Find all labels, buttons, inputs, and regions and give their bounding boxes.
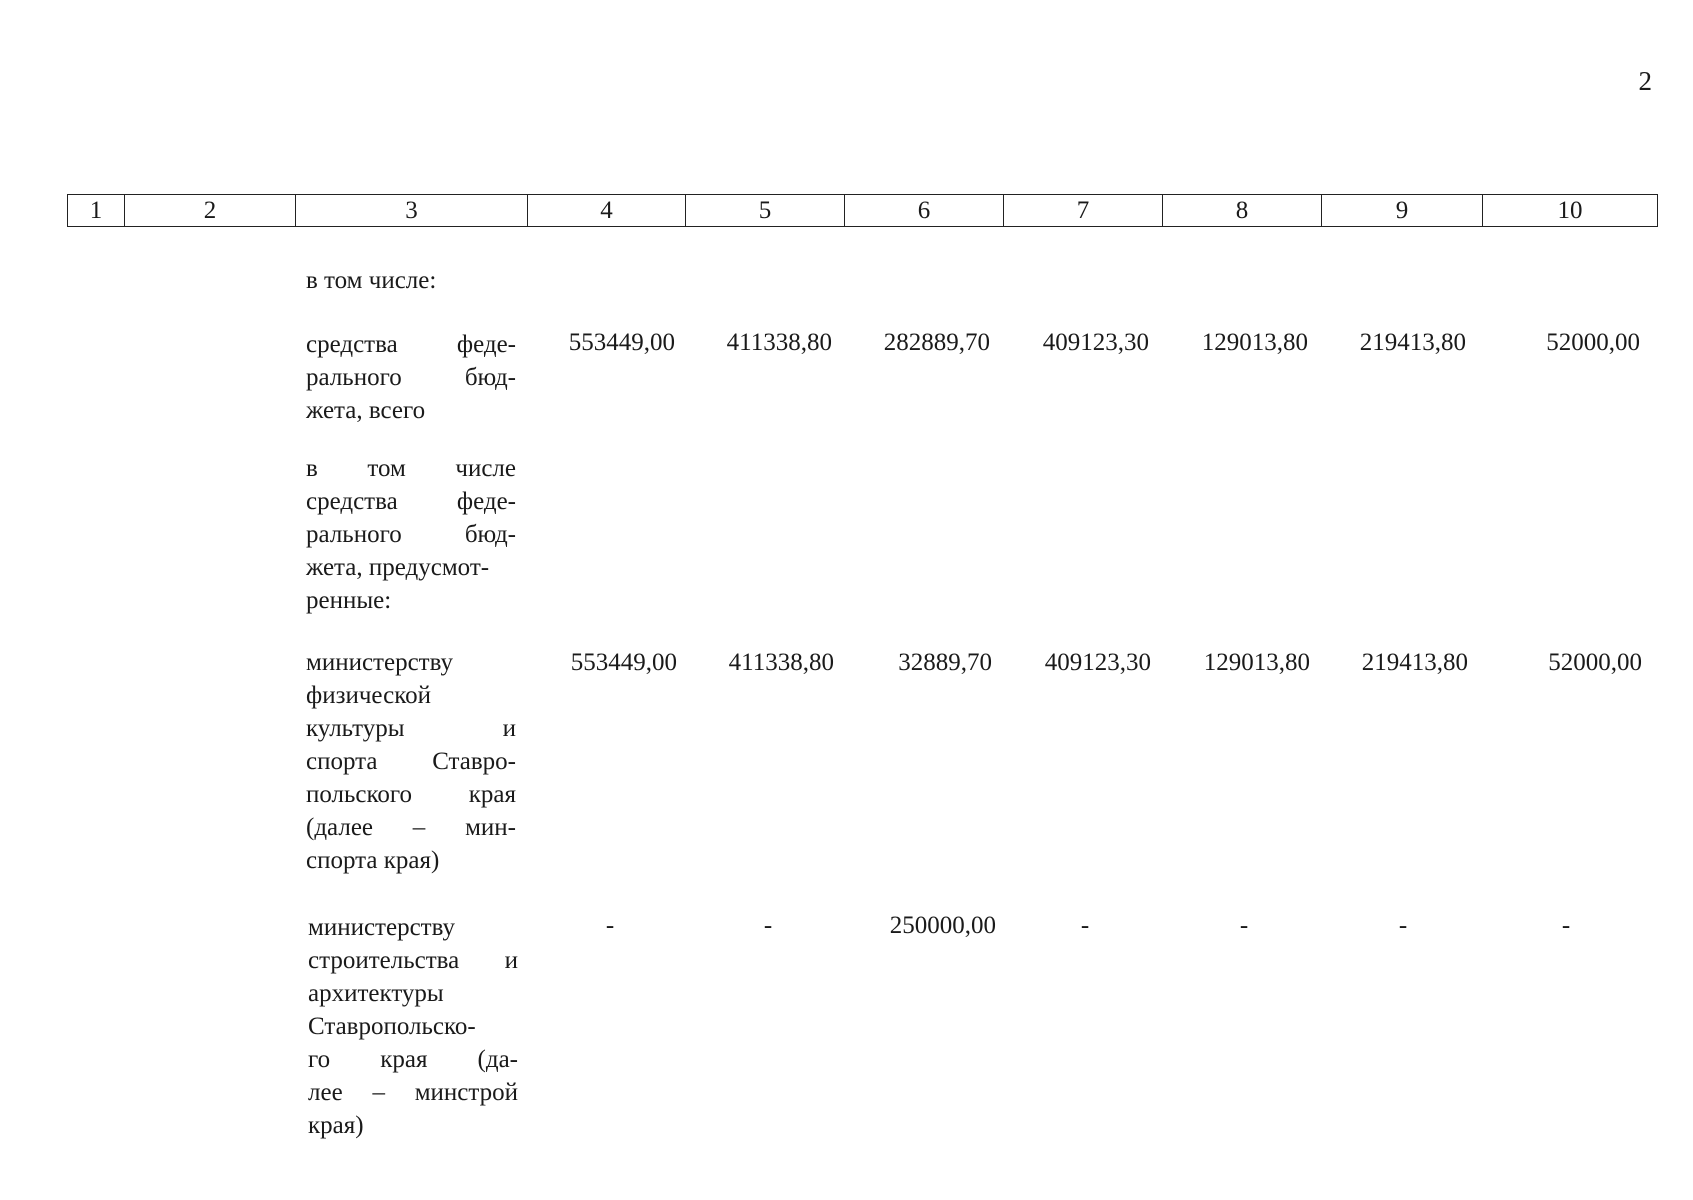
value-cell: 219413,80 [1361, 649, 1468, 676]
label-line: рального бюд- [306, 364, 516, 391]
label-line: архитектуры [308, 980, 444, 1007]
value-cell: 52000,00 [1548, 649, 1642, 676]
value-cell-dash: - [1398, 912, 1408, 939]
value-cell: 411338,80 [728, 649, 834, 676]
column-number-header-table [67, 194, 1658, 227]
header-col-3: 3 [296, 195, 528, 227]
label-line: (далее – мин- [306, 814, 516, 841]
header-col-8: 8 [1163, 195, 1322, 227]
header-col-10: 10 [1483, 195, 1658, 227]
value-cell: 409123,30 [1042, 329, 1149, 356]
value-cell: 250000,00 [889, 912, 996, 939]
value-cell: 129013,80 [1201, 329, 1308, 356]
header-col-5: 5 [686, 195, 845, 227]
value-cell: 411338,80 [726, 329, 832, 356]
label-line: лее – минстрой [308, 1079, 518, 1106]
label-line: строительства и [308, 947, 518, 974]
value-cell: 129013,80 [1203, 649, 1310, 676]
value-cell-dash: - [1561, 912, 1571, 939]
label-line: культуры и [306, 715, 516, 742]
header-col-9: 9 [1322, 195, 1483, 227]
row-label-including: в том числе: [306, 267, 437, 294]
value-cell: 282889,70 [883, 329, 990, 356]
label-line: го края (да- [308, 1046, 518, 1073]
value-cell: 219413,80 [1359, 329, 1466, 356]
label-line: Ставропольско- [308, 1013, 476, 1040]
header-col-6: 6 [845, 195, 1004, 227]
label-line: края) [308, 1112, 364, 1139]
header-row [68, 195, 1658, 227]
label-line: жета, всего [306, 397, 426, 424]
value-cell: 52000,00 [1546, 329, 1640, 356]
label-line: польского края [306, 781, 516, 808]
page-number: 2 [1638, 66, 1652, 96]
label-line: спорта края) [306, 847, 440, 874]
value-cell: 32889,70 [898, 649, 992, 676]
header-col-2: 2 [125, 195, 296, 227]
label-line: в том числе [306, 455, 516, 482]
value-cell-dash: - [763, 912, 773, 939]
label-line: жета, предусмот- [306, 554, 490, 581]
header-col-1: 1 [68, 195, 125, 227]
header-col-4: 4 [528, 195, 686, 227]
row-label-ministry-sport [306, 646, 516, 877]
value-cell-dash: - [1239, 912, 1249, 939]
row-label-federal-budget-total [306, 328, 516, 427]
label-line: средства феде- [306, 488, 516, 515]
value-cell: 553449,00 [570, 649, 677, 676]
header-col-7: 7 [1004, 195, 1163, 227]
label-line: физической [306, 682, 431, 709]
value-cell: 409123,30 [1044, 649, 1151, 676]
label-line: министерству [306, 649, 454, 676]
row-label-ministry-construction [308, 911, 518, 1142]
label-line: спорта Ставро- [306, 748, 516, 775]
label-line: рального бюд- [306, 521, 516, 548]
label-line: ренные: [306, 587, 392, 614]
value-cell: 553449,00 [568, 329, 675, 356]
value-cell-dash: - [1080, 912, 1090, 939]
label-line: министерству [308, 914, 456, 941]
label-line: средства феде- [306, 331, 516, 358]
row-label-federal-budget-provided [306, 452, 516, 617]
value-cell-dash: - [605, 912, 615, 939]
